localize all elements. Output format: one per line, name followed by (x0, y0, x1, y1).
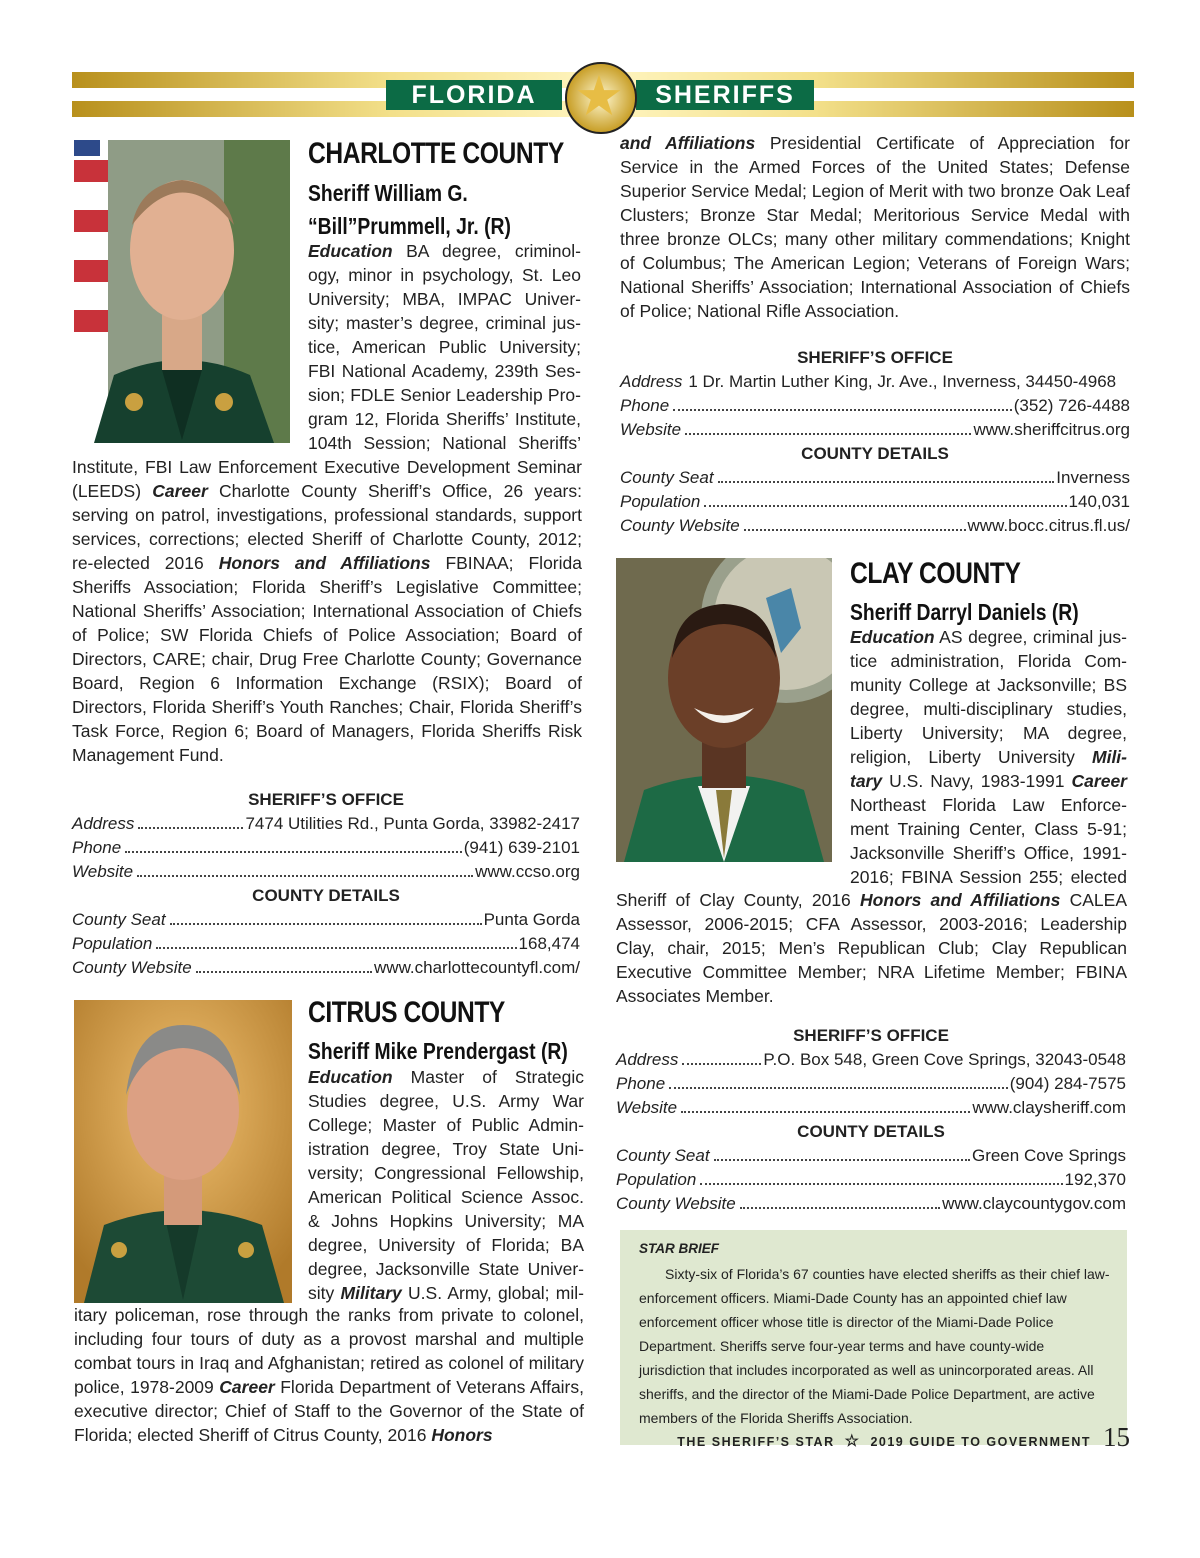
bio-keyword: Honors (431, 1425, 493, 1445)
seat-label: County Seat (616, 1146, 710, 1165)
bio-line: Education BA degree, criminol- (308, 241, 581, 261)
bio-keyword: Career (152, 481, 208, 501)
bio-line: College; Master of Public Admin- (308, 1115, 584, 1135)
bio-line: degree, Jacksonville State Univer- (308, 1259, 584, 1279)
clay-cweb-row (616, 1192, 1126, 1216)
page-number: 15 (1103, 1422, 1130, 1452)
footer-publication: THE SHERIFF’S STAR (677, 1435, 835, 1449)
population-label: Population (620, 492, 701, 511)
phone-label: Phone (616, 1074, 666, 1093)
website-label: Website (616, 1098, 678, 1117)
clay-bio-column (850, 625, 1127, 889)
star-brief-box (620, 1230, 1127, 1445)
clay-pop-row (616, 1168, 1126, 1192)
clay-office-heading: SHERIFF’S OFFICE (793, 1026, 949, 1045)
bio-line: Studies degree, U.S. Army War (308, 1091, 584, 1111)
bio-line: sity Military U.S. Army, global; mil- (308, 1283, 584, 1303)
citrus-seat-row (620, 466, 1130, 490)
bio-line: degree, University of Florida; BA (308, 1235, 584, 1255)
bio-line: tice, American Public University; (308, 337, 581, 357)
citrus-phone-row (620, 394, 1130, 418)
website-label: Website (72, 862, 134, 881)
phone-label: Phone (620, 396, 670, 415)
bio-line: Liberty University; MA degree, (850, 723, 1127, 743)
charlotte-sheriff-name-line2: “Bill”Prummell, Jr. (R) (308, 213, 511, 239)
bio-keyword: tary (850, 771, 883, 791)
bio-line: tary U.S. Navy, 1983-1991 Career (850, 771, 1127, 791)
citrus-bio-column (308, 1065, 584, 1305)
bio-line: sity; master’s degree, criminal jus- (308, 313, 581, 333)
citrus-phone: (352) 726-4488 (1013, 396, 1130, 415)
bio-paragraph: and Affiliations Presidential Certificate of Appreciation for Service in the Armed Forces of the United States; Defense Superior Service Medal; Legion of Merit with two bronze Oak Leaf Clusters; Bronze Star Medal; Meritorious Service Medal with three bronze OLCs; many other military commendations; Knight of Columbus; The American Legion; Veterans of Foreign Wars; National Sheriffs’ Association; International Association of Chiefs of Police; National Rifle Association. (620, 133, 1130, 321)
bio-line: & Johns Hopkins University; MA (308, 1211, 584, 1231)
bio-line: Education Master of Strategic (308, 1067, 584, 1087)
citrus-office-details (620, 346, 1130, 538)
bio-line: istration degree, Troy State Uni- (308, 1139, 584, 1159)
citrus-bio-full (74, 1303, 584, 1447)
clay-details-heading: COUNTY DETAILS (797, 1122, 945, 1141)
bio-keyword: and Affiliations (620, 133, 756, 153)
address-label: Address (72, 814, 135, 833)
footer-guide: 2019 GUIDE TO GOVERNMENT (870, 1435, 1091, 1449)
citrus-county-website[interactable]: www.bocc.citrus.fl.us/ (967, 516, 1130, 535)
bio-keyword: Education (308, 1067, 393, 1087)
bio-line: 2016; FBINA Session 255; elected (850, 867, 1127, 887)
population-label: Population (72, 934, 153, 953)
citrus-address: 1 Dr. Martin Luther King, Jr. Ave., Inverness, 34450-4968 (688, 372, 1117, 391)
charlotte-bio-column (308, 239, 581, 455)
phone-label: Phone (72, 838, 122, 857)
website-label: Website (620, 420, 682, 439)
clay-website-row (616, 1096, 1126, 1120)
citrus-bio-continued (620, 131, 1130, 323)
clay-seat-row (616, 1144, 1126, 1168)
charlotte-seat-row (72, 908, 580, 932)
citrus-county-title: CITRUS COUNTY (308, 996, 505, 1029)
bio-keyword: Mili- (1092, 747, 1127, 767)
charlotte-county-title: CHARLOTTE COUNTY (308, 137, 564, 170)
bio-line: American Political Science Assoc. (308, 1187, 584, 1207)
charlotte-county-website[interactable]: www.charlottecountyfl.com/ (374, 958, 580, 977)
charlotte-seat: Punta Gorda (483, 910, 580, 929)
clay-seat: Green Cove Springs (971, 1146, 1126, 1165)
bio-keyword: Career (219, 1377, 275, 1397)
star-brief-text: Sixty-six of Florida’s 67 counties have elected sheriffs as their chief law-enforcement officers. Miami-Dade County has an appointed chief law enforcement officer whose title is director of the Miami-Dade Police Department. Sheriffs serve four-year terms and have county-wide jurisdiction that includes incorporated as well as unincorporated areas. All sheriffs, and the director of the Miami-Dade Police Department, are active members of the Florida Sheriffs Association. (639, 1266, 1110, 1426)
citrus-sheriff-name: Sheriff Mike Prendergast (R) (308, 1038, 568, 1064)
bio-line: Jacksonville Sheriff’s Office, 1991- (850, 843, 1127, 863)
bio-line: degree, multi-disciplinary studies, (850, 699, 1127, 719)
address-label: Address (620, 372, 683, 391)
charlotte-address: 7474 Utilities Rd., Punta Gorda, 33982-2417 (245, 814, 580, 833)
charlotte-cweb-row (72, 956, 580, 980)
charlotte-sheriff-photo (74, 140, 290, 443)
bio-keyword: Education (850, 627, 935, 647)
page-footer (620, 1422, 1130, 1458)
citrus-pop-row (620, 490, 1130, 514)
bio-paragraph: itary policeman, rose through the ranks from private to colonel, including four tours of duty as a provost marshal and multiple combat tours in Iraq and Afghanistan; retired as colonel of military police, 1978-2009 Career Florida Department of Veterans Affairs, executive director; Chief of Staff to the Governor of the State of Florida; elected Sheriff of Citrus County, 2016 Honors (74, 1305, 584, 1445)
citrus-office-heading: SHERIFF’S OFFICE (797, 348, 953, 367)
clay-county-title: CLAY COUNTY (850, 557, 1021, 590)
bio-line: religion, Liberty University Mili- (850, 747, 1127, 767)
bio-paragraph: Institute, FBI Law Enforcement Executive Development Seminar (LEEDS) Career Charlotte County Sheriff’s Office, 26 years: serving on patrol, investigations, professional standards, support services, corrections; elected Sheriff of Charlotte County, 2012; re-elected 2016 Honors and Affiliations FBINAA; Florida Sheriffs Association; Florida Sheriff’s Legislative Committee; National Sheriffs’ Association; International Association of Chiefs of Police; SW Florida Chiefs of Police Association; Board of Directors, CARE; chair, Drug Free Charlotte County; Governance Board, Region 6 Information Exchange (RSIX); Board of Directors, Florida Sheriff’s Youth Ranches; Chair, Florida Sheriff’s Task Force, Region 6; Board of Managers, Florida Sheriffs Risk Management Fund. (72, 457, 582, 765)
citrus-sheriff-photo (74, 1000, 292, 1303)
bio-keyword: Honors and Affiliations (218, 553, 431, 573)
bio-line: sion; FDLE Senior Leadership Pro- (308, 385, 581, 405)
bio-line: versity; Congressional Fellowship, (308, 1163, 584, 1183)
citrus-cweb-row (620, 514, 1130, 538)
bio-line: Education AS degree, criminal jus- (850, 627, 1127, 647)
charlotte-phone: (941) 639-2101 (463, 838, 580, 857)
clay-website[interactable]: www.claysheriff.com (972, 1098, 1126, 1117)
county-website-label: County Website (72, 958, 192, 977)
clay-phone: (904) 284-7575 (1009, 1074, 1126, 1093)
footer-star-icon: ☆ (844, 1433, 861, 1450)
charlotte-bio-full (72, 455, 582, 767)
citrus-details-heading: COUNTY DETAILS (801, 444, 949, 463)
bio-line: munity College at Jacksonville; BS (850, 675, 1127, 695)
star-icon: ★ (573, 64, 625, 127)
bio-line: ment Training Center, Class 5-91; (850, 819, 1127, 839)
bio-line: gram 12, Florida Sheriffs’ Institute, (308, 409, 581, 429)
clay-address: P.O. Box 548, Green Cove Springs, 32043-0548 (763, 1050, 1126, 1069)
header-sheriffs: SHERIFFS (636, 80, 814, 110)
bio-line: University; MBA, IMPAC Univer- (308, 289, 581, 309)
county-website-label: County Website (616, 1194, 736, 1213)
clay-county-website[interactable]: www.claycountygov.com (942, 1194, 1126, 1213)
charlotte-office-details (72, 788, 580, 980)
seat-label: County Seat (72, 910, 166, 929)
citrus-website-row (620, 418, 1130, 442)
bio-line: 104th Session; National Sheriffs’ (308, 433, 581, 453)
star-brief-title: STAR BRIEF (639, 1241, 719, 1256)
charlotte-website-row (72, 860, 580, 884)
charlotte-population: 168,474 (518, 934, 580, 953)
charlotte-address-row (72, 812, 580, 836)
header-florida: FLORIDA (386, 80, 562, 110)
clay-sheriff-name: Sheriff Darryl Daniels (R) (850, 599, 1079, 625)
citrus-address-row (620, 370, 1130, 394)
population-label: Population (616, 1170, 697, 1189)
charlotte-sheriff-name-line1: Sheriff William G. (308, 180, 468, 206)
seat-label: County Seat (620, 468, 714, 487)
bio-line: FBI National Academy, 239th Ses- (308, 361, 581, 381)
bio-keyword: Military (340, 1283, 402, 1303)
charlotte-website[interactable]: www.ccso.org (475, 862, 580, 881)
bio-keyword: Education (308, 241, 393, 261)
bio-keyword: Honors and Affiliations (860, 890, 1061, 910)
charlotte-pop-row (72, 932, 580, 956)
clay-sheriff-photo (616, 558, 832, 862)
charlotte-phone-row (72, 836, 580, 860)
clay-bio-full (616, 888, 1127, 1008)
bio-line: tice administration, Florida Com- (850, 651, 1127, 671)
citrus-website[interactable]: www.sheriffcitrus.org (973, 420, 1130, 439)
bio-line: Northeast Florida Law Enforce- (850, 795, 1127, 815)
bio-line: ogy, minor in psychology, St. Leo (308, 265, 581, 285)
clay-phone-row (616, 1072, 1126, 1096)
county-website-label: County Website (620, 516, 740, 535)
clay-population: 192,370 (1064, 1170, 1126, 1189)
address-label: Address (616, 1050, 679, 1069)
bio-paragraph: Sheriff of Clay County, 2016 Honors and Affiliations CALEA Assessor, 2006-2015; CFA Assessor, 2003-2016; Leadership Clay, chair, 2015; Men’s Republican Club; Clay Republican Executive Committee Member; NRA Lifetime Member; FBINA Associates Member. (616, 890, 1127, 1006)
clay-office-details (616, 1024, 1126, 1216)
citrus-seat: Inverness (1056, 468, 1130, 487)
clay-address-row (616, 1048, 1126, 1072)
charlotte-office-heading: SHERIFF’S OFFICE (248, 790, 404, 809)
bio-keyword: Career (1071, 771, 1127, 791)
citrus-population: 140,031 (1068, 492, 1130, 511)
charlotte-details-heading: COUNTY DETAILS (252, 886, 400, 905)
